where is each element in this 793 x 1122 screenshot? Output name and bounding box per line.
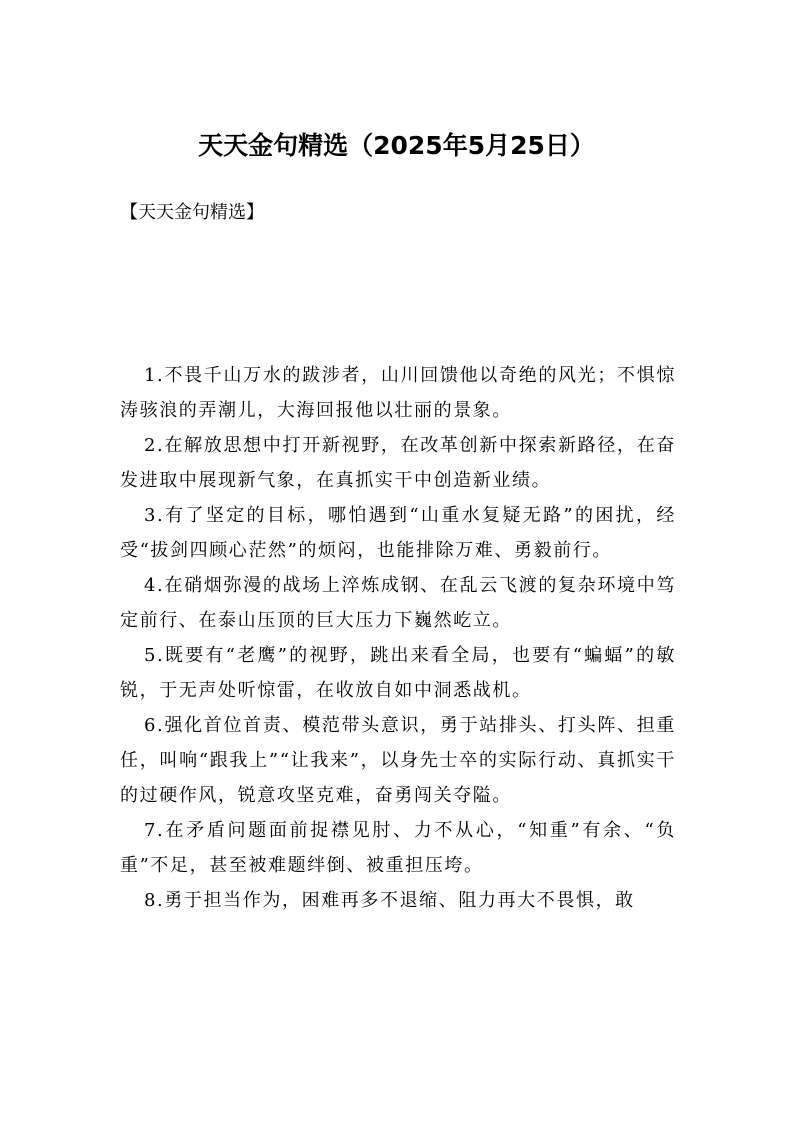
document-body	[120, 358, 676, 918]
paragraph-4: 4.在硝烟弥漫的战场上淬炼成钢、在乱云飞渡的复杂环境中笃定前行、在泰山压顶的巨大压力下巍然屹立。	[120, 575, 676, 631]
paragraph-8: 8.勇于担当作为，困难再多不退缩、阻力再大不畏惧，敢	[144, 890, 635, 911]
paragraph-7: 7.在矛盾问题面前捉襟见肘、力不从心，“知重”有余、“负重”不足，甚至被难题绊倒、被重担压垮。	[120, 820, 676, 876]
paragraph-1: 1.不畏千山万水的跋涉者，山川回馈他以奇绝的风光；不惧惊涛骇浪的弄潮儿，大海回报他以壮丽的景象。	[120, 365, 676, 421]
paragraph-5: 5.既要有“老鹰”的视野，跳出来看全局，也要有“蝙蝠”的敏锐，于无声处听惊雷，在收放自如中洞悉战机。	[120, 645, 676, 701]
section-label: 【天天金句精选】	[120, 202, 264, 223]
paragraph-6: 6.强化首位首责、模范带头意识，勇于站排头、打头阵、担重任，叫响“跟我上”“让我来”，以身先士卒的实际行动、真抓实干的过硬作风，锐意攻坚克难，奋勇闯关夺隘。	[120, 715, 676, 806]
paragraph-2: 2.在解放思想中打开新视野，在改革创新中探索新路径，在奋发进取中展现新气象，在真抓实干中创造新业绩。	[120, 435, 676, 491]
paragraph-3: 3.有了坚定的目标，哪怕遇到“山重水复疑无路”的困扰，经受“拔剑四顾心茫然”的烦闷，也能排除万难、勇毅前行。	[120, 505, 676, 561]
document-title: 天天金句精选（2025年5月25日）	[198, 131, 595, 160]
